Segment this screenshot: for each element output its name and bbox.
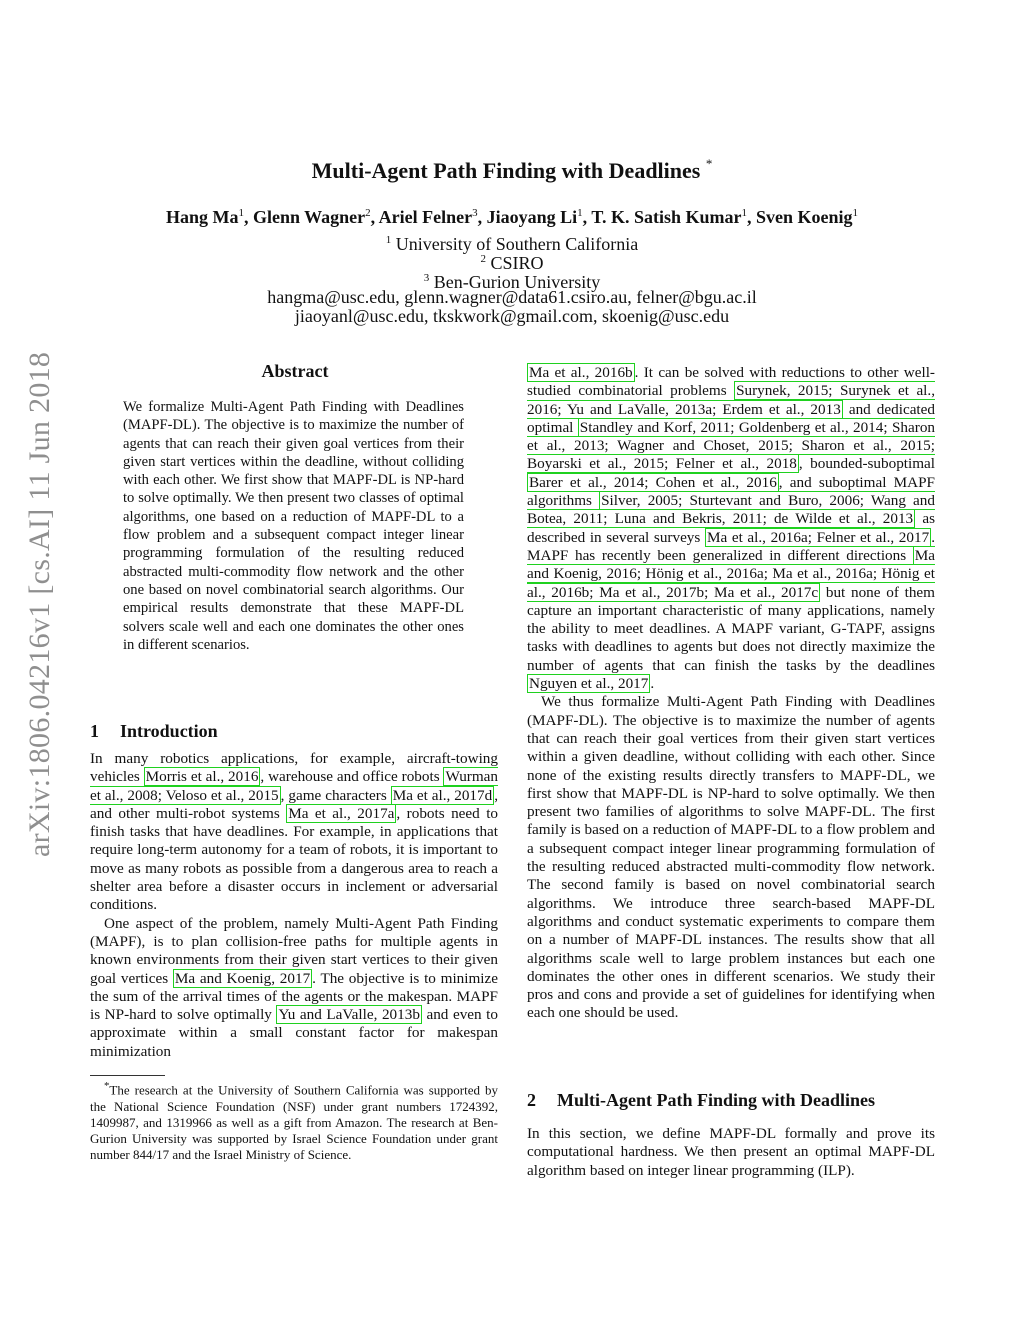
left-column-body [90, 750, 498, 1061]
author: T. K. Satish Kumar$^1$ [591, 207, 748, 227]
citation-link[interactable]: Nguyen et al., 2017 [529, 675, 649, 693]
affiliation: $^3$ Ben-Gurion University [423, 272, 601, 292]
email-line: jiaoyanl@usc.edu, tkskwork@gmail.com, skoenig@usc.edu [294, 306, 730, 326]
arxiv-identifier: arXiv:1806.04216v1 [cs.AI] 11 Jun 2018 [23, 351, 56, 857]
paragraph: In many robotics applications, for example, aircraft-towing vehicles Morris et al., 2016 , warehouse and office robots Wurman et al., 2008; Veloso et al., 2015 , game characters Ma et al., 2017d , and other multi-robot systems Ma et al., 2017a , robots need to finish tasks that have deadlines. For example, in applications that require long-term autonomy for a team of robots, it is important to move as many robots as possible from a dangerous area to reach a shelter area before a disaster occurs in inclement or adversarial conditions. [90, 750, 499, 914]
email-line: hangma@usc.edu, glenn.wagner@data61.csiro.au, felner@bgu.ac.il [267, 287, 757, 307]
title-footnote-mark: * [705, 156, 713, 171]
citation-link[interactable]: Ma et al., 2016b [529, 364, 633, 381]
citation-link[interactable]: Ma et al., 2017a [288, 804, 395, 822]
citation-link[interactable]: Barer et al., 2014; Cohen et al., 2016 [529, 473, 777, 491]
footnote-rule [90, 1075, 165, 1076]
section-2-text: In this section, we define MAPF-DL formally and prove its computational hardness. We then present an optimal MAPF-DL algorithm based on integer linear programming (ILP). [527, 1125, 935, 1179]
paper-title-text: Multi-Agent Path Finding with Deadlines [311, 158, 701, 183]
affiliation: $^2$ CSIRO [480, 253, 544, 273]
citation-link[interactable]: Wurman et al., 2008; Veloso et al., 2015 [90, 768, 498, 804]
paragraph: Ma et al., 2016b . It can be solved with reductions to other well-studied combinatorial problems Surynek, 2015; Surynek et al., 2016; Yu and LaValle, 2013a; Erdem et al., 2013 and dedicated optimal Standley and Korf, 2011; Goldenberg et al., 2014; Sharon et al., 2013; Wagner and Choset, 2015; Sharon et al., 2015; Boyarski et al., 2015; Felner et al., 2018 , bounded-suboptimal Barer et al., 2014; Cohen et al., 2016 , and suboptimal MAPF algorithms Silver, 2005; Sturtevant and Buro, 2006; Wang and Botea, 2011; Luna and Bekris, 2011; de Wilde et al., 2013 as described in several surveys Ma et al., 2016a; Felner et al., 2017 . MAPF has recently been generalized in different directions Ma and Koenig, 2016; Hönig et al., 2016a; Ma et al., 2016a; Hönig et al., 2016b; Ma et al., 2017b; Ma et al., 2017c but none of them capture an important characteristic of many applications, namely the ability to meet deadlines. A MAPF variant, G-TAPF, assigns tasks with deadlines to agents but does not directly maximize the number of agents that can finish the tasks by the deadlines Nguyen et al., 2017 . [527, 364, 936, 693]
author-list: Hang Ma$^1$, Glenn Wagner$^2$, Ariel Felner$^3$, Jiaoyang Li$^1$, T. K. Satish Kumar$^1$, Sven Koenig$^1$ [165, 207, 859, 227]
paragraph: One aspect of the problem, namely Multi-Agent Path Finding (MAPF), is to plan collision-free paths for multiple agents in known environments from their given start vertices to their given goal vertices Ma and Koenig, 2017 . The objective is to minimize the sum of the arrival times of the agents or the makespan. MAPF is NP-hard to solve optimally Yu and LaValle, 2013b and even to approximate within a small constant factor for makespan minimization [90, 914, 498, 1060]
author: Glenn Wagner$^2$ [252, 207, 371, 227]
citation-link[interactable]: Ma et al., 2017d [392, 786, 493, 804]
abstract-text: We formalize Multi-Agent Path Finding with Deadlines (MAPF-DL). The objective is to maximize the number of agents that can reach their given goal vertices from their given start vertices within the deadline, without colliding with each other. We first show that MAPF-DL is NP-hard to solve optimally. We then present two classes of optimal algorithms, one based on a reduction of MAPF-DL to a flow problem and a subsequent compact integer linear programming formulation of the resulting reduced abstracted multi-commodity flow network and the other one based on novel combinatorial search algorithms. Our empirical results demonstrate that these MAPF-DL solvers scale well and each one dominates the other ones in different scenarios. [123, 399, 464, 653]
citation-link[interactable]: Yu and LaValle, 2013b [278, 1006, 420, 1024]
author: Jiaoyang Li$^1$ [486, 207, 583, 227]
footnote: *The research at the University of Southern California was supported by the National Science Foundation (NSF) under grant numbers 1724392, 1409987, and 1319966 as well as a gift from Amazon. The research at Ben-Gurion University was supported by Israel Science Foundation under grant number 844/17 and the Israel Ministry of Science. [90, 1080, 498, 1163]
author: Hang Ma$^1$ [165, 207, 244, 227]
citation-link[interactable]: Ma and Koenig, 2017 [174, 969, 311, 987]
citation-link[interactable]: Ma and Koenig, 2016; Hönig et al., 2016a; Ma et al., 2016a; Hönig et al., 2016b; Ma et al., 2017b; Ma et al., 2017c [527, 546, 935, 601]
abstract-heading: Abstract [261, 361, 329, 381]
section-heading: 1 Introduction [90, 721, 218, 741]
paragraph: We thus formalize Multi-Agent Path Finding with Deadlines (MAPF-DL). The objective is to maximize the number of agents that can reach their goal vertices from their given start vertices within a given deadline, without colliding with each other. Since none of the existing results directly transfers to MAPF-DL, we first show that MAPF-DL is NP-hard to solve optimally. We then present two families of algorithms to solve MAPF-DL. The first family is based on a reduction of MAPF-DL to a flow problem and a subsequent compact integer linear programming formulation of the resulting reduced abstracted multi-commodity flow network. The second family is based on novel combinatorial search algorithms. We introduce three search-based MAPF-DL algorithms and conduct systematic experiments to compare them on a number of MAPF-DL instances. The results show that all algorithms scale well to large problem instances but each one dominates the other ones in different scenarios. We study their pros and cons and provide a set of guidelines for identifying when each one should be used. [527, 693, 935, 1022]
citation-link[interactable]: Morris et al., 2016 [145, 768, 259, 786]
section-heading: 2 Multi-Agent Path Finding with Deadlines [527, 1090, 876, 1110]
paper-title [0, 158, 1024, 184]
right-column-body [527, 364, 935, 1023]
citation-link[interactable]: Silver, 2005; Sturtevant and Buro, 2006; Wang and Botea, 2011; Luna and Bekris, 2011; de Wilde et al., 2013 [527, 492, 935, 528]
citation-link[interactable]: Ma et al., 2016a; Felner et al., 2017 [706, 528, 930, 546]
citation-link[interactable]: Standley and Korf, 2011; Goldenberg et al., 2014; Sharon et al., 2013; Wagner and Choset, 2015; Sharon et al., 2015; Boyarski et al., 2015; Felner et al., 2018 [527, 418, 936, 473]
citation-link[interactable]: Surynek, 2015; Surynek et al., 2016; Yu and LaValle, 2013a; Erdem et al., 2013 [527, 382, 935, 418]
author: Ariel Felner$^3$ [378, 207, 478, 227]
author: Sven Koenig$^1$ [756, 207, 859, 227]
affiliation: $^1$ University of Southern California [385, 234, 639, 254]
